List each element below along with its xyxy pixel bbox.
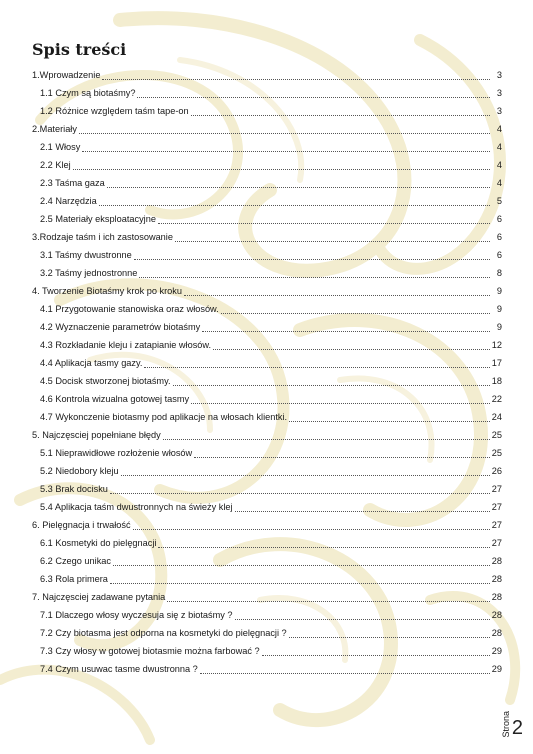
dot-leader	[137, 89, 490, 98]
toc-entry-label: 6.2 Czego unikac	[40, 556, 111, 566]
toc-section-entry[interactable]	[32, 444, 502, 462]
toc-section-entry[interactable]	[32, 318, 502, 336]
toc-entry-page-number: 29	[491, 664, 502, 674]
toc-entry-label: 7. Najczęsciej zadawane pytania	[32, 592, 166, 602]
toc-entry-page-number: 9	[496, 286, 502, 296]
toc-section-entry[interactable]	[32, 246, 502, 264]
toc-entry-label: 6.1 Kosmetyki do pielęgnacji	[40, 538, 157, 548]
toc-entry-label: 7.1 Dlaczego włosy wyczesuja się z biotaśmy ?	[40, 610, 233, 620]
dot-leader	[221, 305, 490, 314]
dot-leader	[235, 503, 490, 512]
toc-entry-page-number: 18	[491, 376, 502, 386]
toc-entry-label: 2.3 Taśma gaza	[40, 178, 105, 188]
dot-leader	[107, 179, 490, 188]
dot-leader	[99, 197, 490, 206]
toc-entry-label: 4.1 Przygotowanie stanowiska oraz włosów.	[40, 304, 219, 314]
toc-entry-page-number: 24	[491, 412, 502, 422]
page-number: 2	[511, 717, 523, 739]
dot-leader	[213, 341, 490, 350]
dot-leader	[194, 449, 490, 458]
toc-section-entry[interactable]	[32, 336, 502, 354]
dot-leader	[175, 233, 490, 242]
dot-leader	[102, 71, 490, 80]
toc-entry-label: 1.1 Czym są biotaśmy?	[40, 88, 136, 98]
toc-entry-page-number: 4	[496, 142, 502, 152]
toc-section-entry[interactable]	[32, 210, 502, 228]
toc-section-entry[interactable]	[32, 534, 502, 552]
toc-entry-page-number: 28	[491, 628, 502, 638]
toc-entry-page-number: 26	[491, 466, 502, 476]
toc-section-entry[interactable]	[32, 156, 502, 174]
toc-section-entry[interactable]	[32, 606, 502, 624]
toc-entry-label: 2.1 Włosy	[40, 142, 81, 152]
toc-entry-label: 7.4 Czym usuwac tasme dwustronna ?	[40, 664, 198, 674]
toc-entry-page-number: 29	[491, 646, 502, 656]
toc-entry-page-number: 28	[491, 574, 502, 584]
toc-entry-page-number: 6	[496, 250, 502, 260]
dot-leader	[110, 485, 490, 494]
toc-entry-page-number: 8	[496, 268, 502, 278]
toc-section-entry[interactable]	[32, 354, 502, 372]
dot-leader	[289, 413, 490, 422]
toc-entry-label: 3.2 Taśmy jednostronne	[40, 268, 138, 278]
table-of-contents-page	[32, 40, 502, 678]
toc-entry-label: 7.3 Czy włosy w gotowej biotasmie można farbować ?	[40, 646, 260, 656]
toc-chapter-entry[interactable]	[32, 426, 502, 444]
toc-entry-label: 4.2 Wyznaczenie parametrów biotaśmy	[40, 322, 201, 332]
toc-entry-page-number: 4	[496, 160, 502, 170]
toc-entry-page-number: 27	[491, 538, 502, 548]
toc-entry-label: 5.4 Aplikacja taśm dwustronnych na świeży klej	[40, 502, 233, 512]
page-title: Spis treści	[32, 40, 127, 59]
dot-leader	[202, 323, 490, 332]
toc-entry-page-number: 5	[496, 196, 502, 206]
toc-entry-page-number: 3	[496, 88, 502, 98]
toc-entry-label: 2.5 Materiały eksploatacyjne	[40, 214, 156, 224]
toc-entry-label: 4. Tworzenie Biotaśmy krok po kroku	[32, 286, 182, 296]
dot-leader	[173, 377, 490, 386]
toc-entry-page-number: 9	[496, 322, 502, 332]
toc-section-entry[interactable]	[32, 552, 502, 570]
toc-entry-page-number: 3	[496, 70, 502, 80]
toc-entry-page-number: 28	[491, 592, 502, 602]
toc-entry-label: 5. Najczęsciej popełniane błędy	[32, 430, 161, 440]
toc-section-entry[interactable]	[32, 264, 502, 282]
toc-entry-page-number: 28	[491, 556, 502, 566]
toc-entry-label: 3.Rodzaje taśm i ich zastosowanie	[32, 232, 173, 242]
toc-entry-label: 6. Pielęgnacja i trwałość	[32, 520, 131, 530]
toc-entry-label: 4.3 Rozkładanie kleju i zatapianie włosów.	[40, 340, 212, 350]
toc-entry-page-number: 22	[491, 394, 502, 404]
toc-chapter-entry[interactable]	[32, 66, 502, 84]
toc-entry-page-number: 4	[496, 124, 502, 134]
toc-section-entry[interactable]	[32, 84, 502, 102]
toc-entry-page-number: 12	[491, 340, 502, 350]
dot-leader	[73, 161, 490, 170]
toc-section-entry[interactable]	[32, 300, 502, 318]
toc-entry-label: 5.1 Nieprawidłowe rozłożenie włosów	[40, 448, 193, 458]
toc-list	[32, 66, 502, 678]
toc-section-entry[interactable]	[32, 570, 502, 588]
dot-leader	[113, 557, 490, 566]
toc-entry-page-number: 9	[496, 304, 502, 314]
dot-leader	[133, 521, 490, 530]
toc-entry-label: 2.Materiały	[32, 124, 77, 134]
dot-leader	[200, 665, 490, 674]
toc-section-entry[interactable]	[32, 624, 502, 642]
toc-section-entry[interactable]	[32, 660, 502, 678]
toc-chapter-entry[interactable]	[32, 228, 502, 246]
toc-chapter-entry[interactable]	[32, 282, 502, 300]
toc-entry-page-number: 6	[496, 214, 502, 224]
toc-entry-label: 5.3 Brak docisku	[40, 484, 108, 494]
dot-leader	[191, 107, 490, 116]
toc-entry-page-number: 3	[496, 106, 502, 116]
toc-chapter-entry[interactable]	[32, 588, 502, 606]
dot-leader	[110, 575, 490, 584]
toc-entry-label: 2.2 Klej	[40, 160, 71, 170]
toc-entry-page-number: 25	[491, 430, 502, 440]
dot-leader	[191, 395, 490, 404]
dot-leader	[158, 539, 489, 548]
toc-entry-label: 5.2 Niedobory kleju	[40, 466, 119, 476]
dot-leader	[235, 611, 490, 620]
toc-chapter-entry[interactable]	[32, 516, 502, 534]
dot-leader	[121, 467, 490, 476]
dot-leader	[82, 143, 490, 152]
toc-entry-label: 7.2 Czy biotasma jest odporna na kosmetyki do pielęgnacji ?	[40, 628, 287, 638]
toc-section-entry[interactable]	[32, 498, 502, 516]
page-footer	[501, 711, 523, 738]
page-label: Strona	[500, 711, 511, 738]
dot-leader	[262, 647, 490, 656]
toc-entry-page-number: 28	[491, 610, 502, 620]
toc-section-entry[interactable]	[32, 102, 502, 120]
dot-leader	[289, 629, 490, 638]
toc-entry-label: 3.1 Taśmy dwustronne	[40, 250, 132, 260]
toc-section-entry[interactable]	[32, 642, 502, 660]
dot-leader	[139, 269, 490, 278]
dot-leader	[163, 431, 490, 440]
dot-leader	[79, 125, 490, 134]
toc-section-entry[interactable]	[32, 480, 502, 498]
toc-section-entry[interactable]	[32, 390, 502, 408]
dot-leader	[158, 215, 490, 224]
dot-leader	[167, 593, 489, 602]
toc-entry-label: 4.4 Aplikacja tasmy gazy.	[40, 358, 143, 368]
toc-entry-page-number: 17	[491, 358, 502, 368]
toc-section-entry[interactable]	[32, 462, 502, 480]
dot-leader	[184, 287, 490, 296]
dot-leader	[144, 359, 489, 368]
toc-entry-label: 4.7 Wykonczenie biotasmy pod aplikacje na włosach klientki.	[40, 412, 288, 422]
toc-entry-label: 1.2 Różnice względem taśm tape-on	[40, 106, 189, 116]
toc-section-entry[interactable]	[32, 192, 502, 210]
toc-entry-label: 4.6 Kontrola wizualna gotowej tasmy	[40, 394, 190, 404]
toc-section-entry[interactable]	[32, 138, 502, 156]
toc-entry-label: 6.3 Rola primera	[40, 574, 108, 584]
toc-section-entry[interactable]	[32, 372, 502, 390]
toc-section-entry[interactable]	[32, 174, 502, 192]
toc-entry-page-number: 6	[496, 232, 502, 242]
toc-entry-label: 4.5 Docisk stworzonej biotaśmy.	[40, 376, 171, 386]
toc-entry-label: 1.Wprowadzenie	[32, 70, 101, 80]
toc-entry-page-number: 27	[491, 502, 502, 512]
toc-chapter-entry[interactable]	[32, 120, 502, 138]
toc-section-entry[interactable]	[32, 408, 502, 426]
toc-entry-label: 2.4 Narzędzia	[40, 196, 97, 206]
toc-entry-page-number: 25	[491, 448, 502, 458]
dot-leader	[134, 251, 490, 260]
toc-entry-page-number: 4	[496, 178, 502, 188]
toc-entry-page-number: 27	[491, 484, 502, 494]
toc-entry-page-number: 27	[491, 520, 502, 530]
